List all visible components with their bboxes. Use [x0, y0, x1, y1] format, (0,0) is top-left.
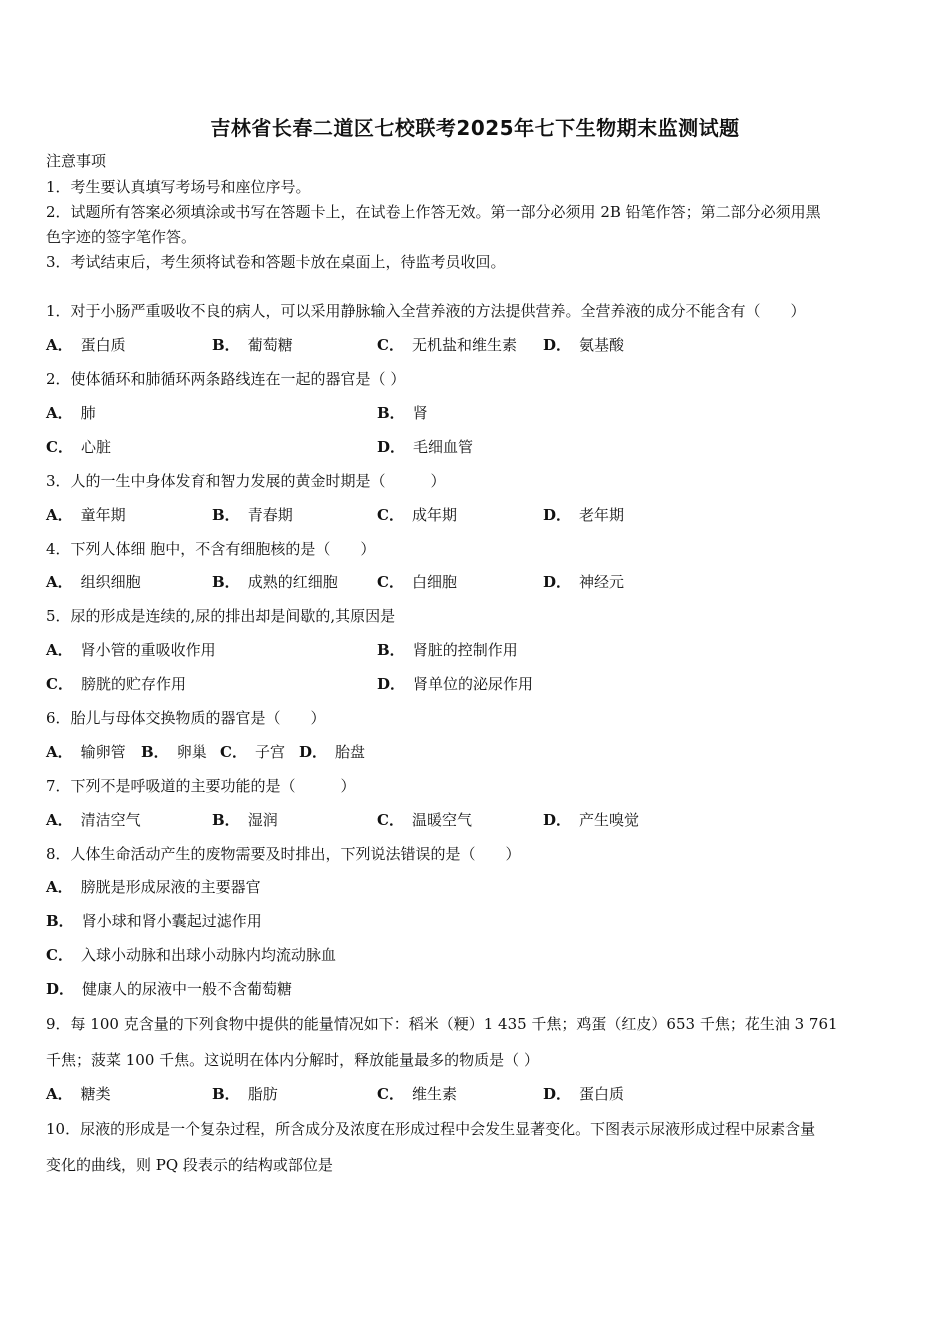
option-letter: B．	[212, 1085, 240, 1103]
option-text: 健康人的尿液中一般不含葡萄糖	[82, 980, 293, 998]
option	[377, 437, 473, 457]
option	[212, 505, 293, 525]
option-letter: C．	[377, 811, 404, 829]
option-text: 童年期	[80, 506, 126, 524]
option-letter: B．	[46, 912, 74, 930]
question-stem: 3．人的一生中身体发育和智力发展的黄金时期是（ ）	[46, 472, 446, 490]
option-text: 组织细胞	[80, 573, 141, 591]
option	[46, 335, 126, 355]
option-text: 老年期	[579, 506, 625, 524]
option-text: 毛细血管	[413, 438, 474, 456]
option	[46, 911, 262, 931]
option-letter: C．	[377, 336, 404, 354]
option-letter: B．	[377, 641, 405, 659]
notice-item: 3．考试结束后，考生须将试卷和答题卡放在桌面上，待监考员收回。	[46, 253, 506, 271]
option-letter: A．	[46, 573, 73, 591]
option	[220, 742, 285, 762]
option-text: 清洁空气	[80, 811, 141, 829]
question-stem: 2．使体循环和肺循环两条路线连在一起的器官是（ ）	[46, 370, 406, 388]
option-text: 氨基酸	[579, 336, 625, 354]
option	[212, 572, 338, 592]
option-letter: A．	[46, 811, 73, 829]
option	[46, 572, 141, 592]
option-text: 成熟的红细胞	[247, 573, 338, 591]
option-letter: A．	[46, 336, 73, 354]
option-letter: B．	[212, 506, 240, 524]
question-stem-continued: 千焦；菠菜 100 千焦。这说明在体内分解时，释放能量最多的物质是（ ）	[46, 1051, 539, 1069]
option	[141, 742, 207, 762]
question-stem: 8．人体生命活动产生的废物需要及时排出，下列说法错误的是（ ）	[46, 845, 521, 863]
option-letter: C．	[46, 675, 73, 693]
option-text: 青春期	[247, 506, 293, 524]
question-stem-continued: 变化的曲线，则 PQ 段表示的结构或部位是	[46, 1156, 333, 1174]
option-text: 肾小管的重吸收作用	[80, 641, 216, 659]
question-stem: 9．每 100 克含量的下列食物中提供的能量情况如下：稻米（粳）1 435 千焦；鸡蛋（红皮）653 千焦；花生油 3 761	[46, 1015, 838, 1033]
notice-heading: 注意事项	[46, 152, 107, 170]
option-text: 输卵管	[80, 743, 126, 761]
option-text: 膀胱是形成尿液的主要器官	[80, 878, 261, 896]
option	[46, 505, 126, 525]
option	[377, 1084, 457, 1104]
option	[377, 572, 457, 592]
option-text: 葡萄糖	[247, 336, 293, 354]
option-text: 神经元	[579, 573, 625, 591]
option-text: 糖类	[80, 1085, 111, 1103]
option-letter: D．	[543, 336, 572, 354]
option-letter: C．	[46, 438, 73, 456]
option-text: 膀胱的贮存作用	[80, 675, 186, 693]
option-text: 肺	[80, 404, 96, 422]
option	[46, 437, 111, 457]
option-letter: C．	[46, 946, 73, 964]
option-text: 产生嗅觉	[579, 811, 640, 829]
option-text: 入球小动脉和出球小动脉内均流动脉血	[80, 946, 336, 964]
option	[212, 810, 278, 830]
notice-item: 2．试题所有答案必须填涂或书写在答题卡上，在试卷上作答无效。第一部分必须用 2B 铅笔作答；第二部分必须用黑	[46, 203, 821, 221]
option-text: 温暖空气	[411, 811, 472, 829]
option-letter: C．	[377, 573, 404, 591]
option-letter: D．	[46, 980, 75, 998]
option-letter: D．	[543, 506, 572, 524]
option-text: 卵巢	[176, 743, 207, 761]
notice-item: 1．考生要认真填写考场号和座位序号。	[46, 178, 311, 196]
notice-item: 色字迹的签字笔作答。	[46, 228, 197, 246]
question-stem: 4．下列人体细 胞中，不含有细胞核的是（ ）	[46, 540, 376, 558]
option-letter: B．	[212, 336, 240, 354]
option-text: 蛋白质	[579, 1085, 625, 1103]
option	[543, 505, 624, 525]
option-letter: B．	[212, 573, 240, 591]
option-letter: D．	[377, 675, 406, 693]
option-letter: C．	[220, 743, 247, 761]
option-text: 肾	[412, 404, 428, 422]
option-text: 维生素	[411, 1085, 457, 1103]
option-text: 脂肪	[247, 1085, 278, 1103]
option-letter: D．	[299, 743, 328, 761]
option-text: 肾单位的泌尿作用	[413, 675, 534, 693]
option	[212, 335, 293, 355]
option	[543, 810, 639, 830]
option	[46, 674, 186, 694]
option-text: 肾脏的控制作用	[412, 641, 518, 659]
option-text: 白细胞	[411, 573, 457, 591]
option	[377, 335, 517, 355]
option	[543, 572, 624, 592]
option-letter: A．	[46, 641, 73, 659]
option	[543, 335, 624, 355]
option-letter: C．	[377, 506, 404, 524]
option-letter: C．	[377, 1085, 404, 1103]
option-text: 蛋白质	[80, 336, 126, 354]
option-text: 成年期	[411, 506, 457, 524]
option-letter: D．	[377, 438, 406, 456]
option	[377, 403, 428, 423]
option	[46, 640, 216, 660]
option	[46, 810, 141, 830]
option	[377, 640, 518, 660]
option-text: 肾小球和肾小囊起过滤作用	[81, 912, 262, 930]
option	[543, 1084, 624, 1104]
option-letter: A．	[46, 743, 73, 761]
option	[46, 742, 126, 762]
question-stem: 10．尿液的形成是一个复杂过程，所含成分及浓度在形成过程中会发生显著变化。下图表示尿液形成过程中尿素含量	[46, 1120, 816, 1138]
option-letter: A．	[46, 506, 73, 524]
option-text: 湿润	[247, 811, 278, 829]
option	[377, 505, 457, 525]
option-letter: D．	[543, 811, 572, 829]
option-letter: B．	[377, 404, 405, 422]
question-stem: 6．胎儿与母体交换物质的器官是（ ）	[46, 709, 326, 727]
option-text: 无机盐和维生素	[411, 336, 517, 354]
option	[46, 877, 261, 897]
option-letter: B．	[212, 811, 240, 829]
question-stem: 1．对于小肠严重吸收不良的病人，可以采用静脉输入全营养液的方法提供营养。全营养液的成分不能含有（ ）	[46, 302, 806, 320]
option	[46, 1084, 111, 1104]
question-stem: 5．尿的形成是连续的,尿的排出却是间歇的,其原因是	[46, 607, 396, 625]
option-letter: D．	[543, 573, 572, 591]
option-text: 心脏	[80, 438, 111, 456]
option	[299, 742, 365, 762]
option-letter: A．	[46, 1085, 73, 1103]
question-stem: 7．下列不是呼吸道的主要功能的是（ ）	[46, 777, 356, 795]
option	[46, 403, 96, 423]
option	[46, 945, 336, 965]
option	[212, 1084, 278, 1104]
option	[377, 810, 472, 830]
page-title: 吉林省长春二道区七校联考2025年七下生物期末监测试题	[210, 116, 740, 140]
option-text: 子宫	[254, 743, 285, 761]
option-letter: A．	[46, 404, 73, 422]
option	[377, 674, 533, 694]
option-letter: D．	[543, 1085, 572, 1103]
option-letter: A．	[46, 878, 73, 896]
option	[46, 979, 292, 999]
option-letter: B．	[141, 743, 169, 761]
option-text: 胎盘	[335, 743, 366, 761]
